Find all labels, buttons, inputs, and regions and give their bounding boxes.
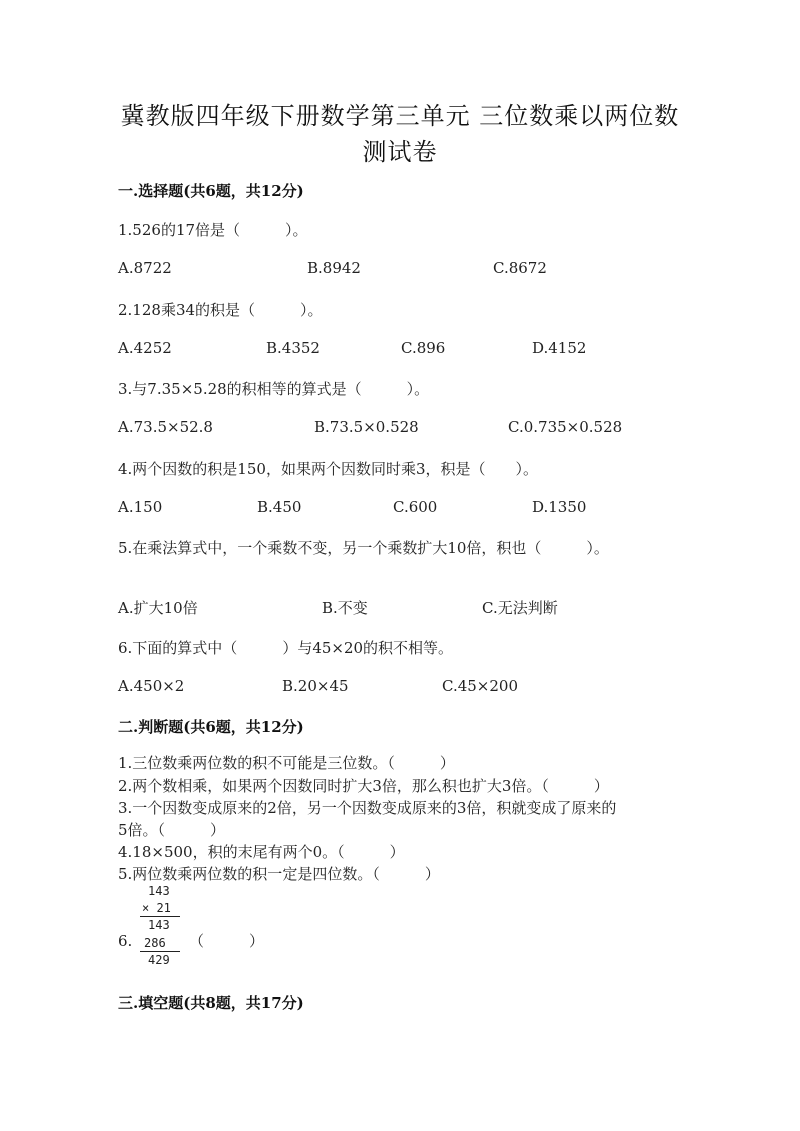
question-3-option-b: B.73.5×0.528 xyxy=(314,418,419,436)
calc-result: 429 xyxy=(148,953,170,967)
judgment-6-blank: （ ） xyxy=(189,932,265,950)
question-2-option-a: A.4252 xyxy=(118,339,172,357)
question-5-option-b: B.不变 xyxy=(322,599,368,617)
judgment-6-number: 6. xyxy=(118,932,133,950)
question-3-option-a: A.73.5×52.8 xyxy=(118,418,213,436)
calc-partial-1: 143 xyxy=(148,918,170,932)
judgment-5: 5.两位数乘两位数的积一定是四位数。（ ） xyxy=(118,865,440,883)
question-4-option-a: A.150 xyxy=(118,498,163,516)
exam-title-line2: 测试卷 xyxy=(362,138,438,166)
question-1: 1.526的17倍是（ ）。 xyxy=(118,221,308,239)
question-4-option-c: C.600 xyxy=(393,498,438,516)
calc-rule-1 xyxy=(140,916,180,917)
calc-multiplicand: 143 xyxy=(148,884,170,898)
question-4-option-d: D.1350 xyxy=(532,498,587,516)
question-1-option-b: B.8942 xyxy=(307,259,361,277)
calc-rule-2 xyxy=(140,951,180,952)
question-4-option-b: B.450 xyxy=(257,498,302,516)
question-2-option-d: D.4152 xyxy=(532,339,587,357)
question-6-option-a: A.450×2 xyxy=(118,677,185,695)
question-1-option-a: A.8722 xyxy=(118,259,172,277)
section-heading-choice: 一.选择题(共6题，共12分) xyxy=(118,182,304,200)
question-6-option-c: C.45×200 xyxy=(442,677,518,695)
judgment-3-cont: 5倍。（ ） xyxy=(118,821,226,839)
question-5: 5.在乘法算式中，一个乘数不变，另一个乘数扩大10倍，积也（ ）。 xyxy=(118,539,609,557)
calc-multiplier: × 21 xyxy=(142,901,171,915)
question-2-option-c: C.896 xyxy=(401,339,446,357)
judgment-2: 2.两个数相乘，如果两个因数同时扩大3倍，那么积也扩大3倍。（ ） xyxy=(118,777,609,795)
judgment-3: 3.一个因数变成原来的2倍，另一个因数变成原来的3倍，积就变成了原来的 xyxy=(118,799,617,817)
calc-partial-2: 286 xyxy=(144,936,166,950)
question-6-option-b: B.20×45 xyxy=(282,677,349,695)
question-2-option-b: B.4352 xyxy=(266,339,320,357)
question-6: 6.下面的算式中（ ）与45×20的积不相等。 xyxy=(118,639,454,657)
question-5-option-c: C.无法判断 xyxy=(482,599,558,617)
section-heading-judgment: 二.判断题(共6题，共12分) xyxy=(118,718,304,736)
exam-title: 冀教版四年级下册数学第三单元 三位数乘以两位数 xyxy=(120,102,680,130)
question-1-option-c: C.8672 xyxy=(493,259,547,277)
question-5-option-a: A.扩大10倍 xyxy=(118,599,198,617)
judgment-4: 4.18×500，积的末尾有两个0。（ ） xyxy=(118,843,405,861)
section-heading-fill: 三.填空题(共8题，共17分) xyxy=(118,994,304,1012)
question-3: 3.与7.35×5.28的积相等的算式是（ ）。 xyxy=(118,380,430,398)
question-2: 2.128乘34的积是（ ）。 xyxy=(118,301,323,319)
question-3-option-c: C.0.735×0.528 xyxy=(508,418,623,436)
judgment-1: 1.三位数乘两位数的积不可能是三位数。（ ） xyxy=(118,754,455,772)
question-4: 4.两个因数的积是150，如果两个因数同时乘3，积是（ ）。 xyxy=(118,460,538,478)
